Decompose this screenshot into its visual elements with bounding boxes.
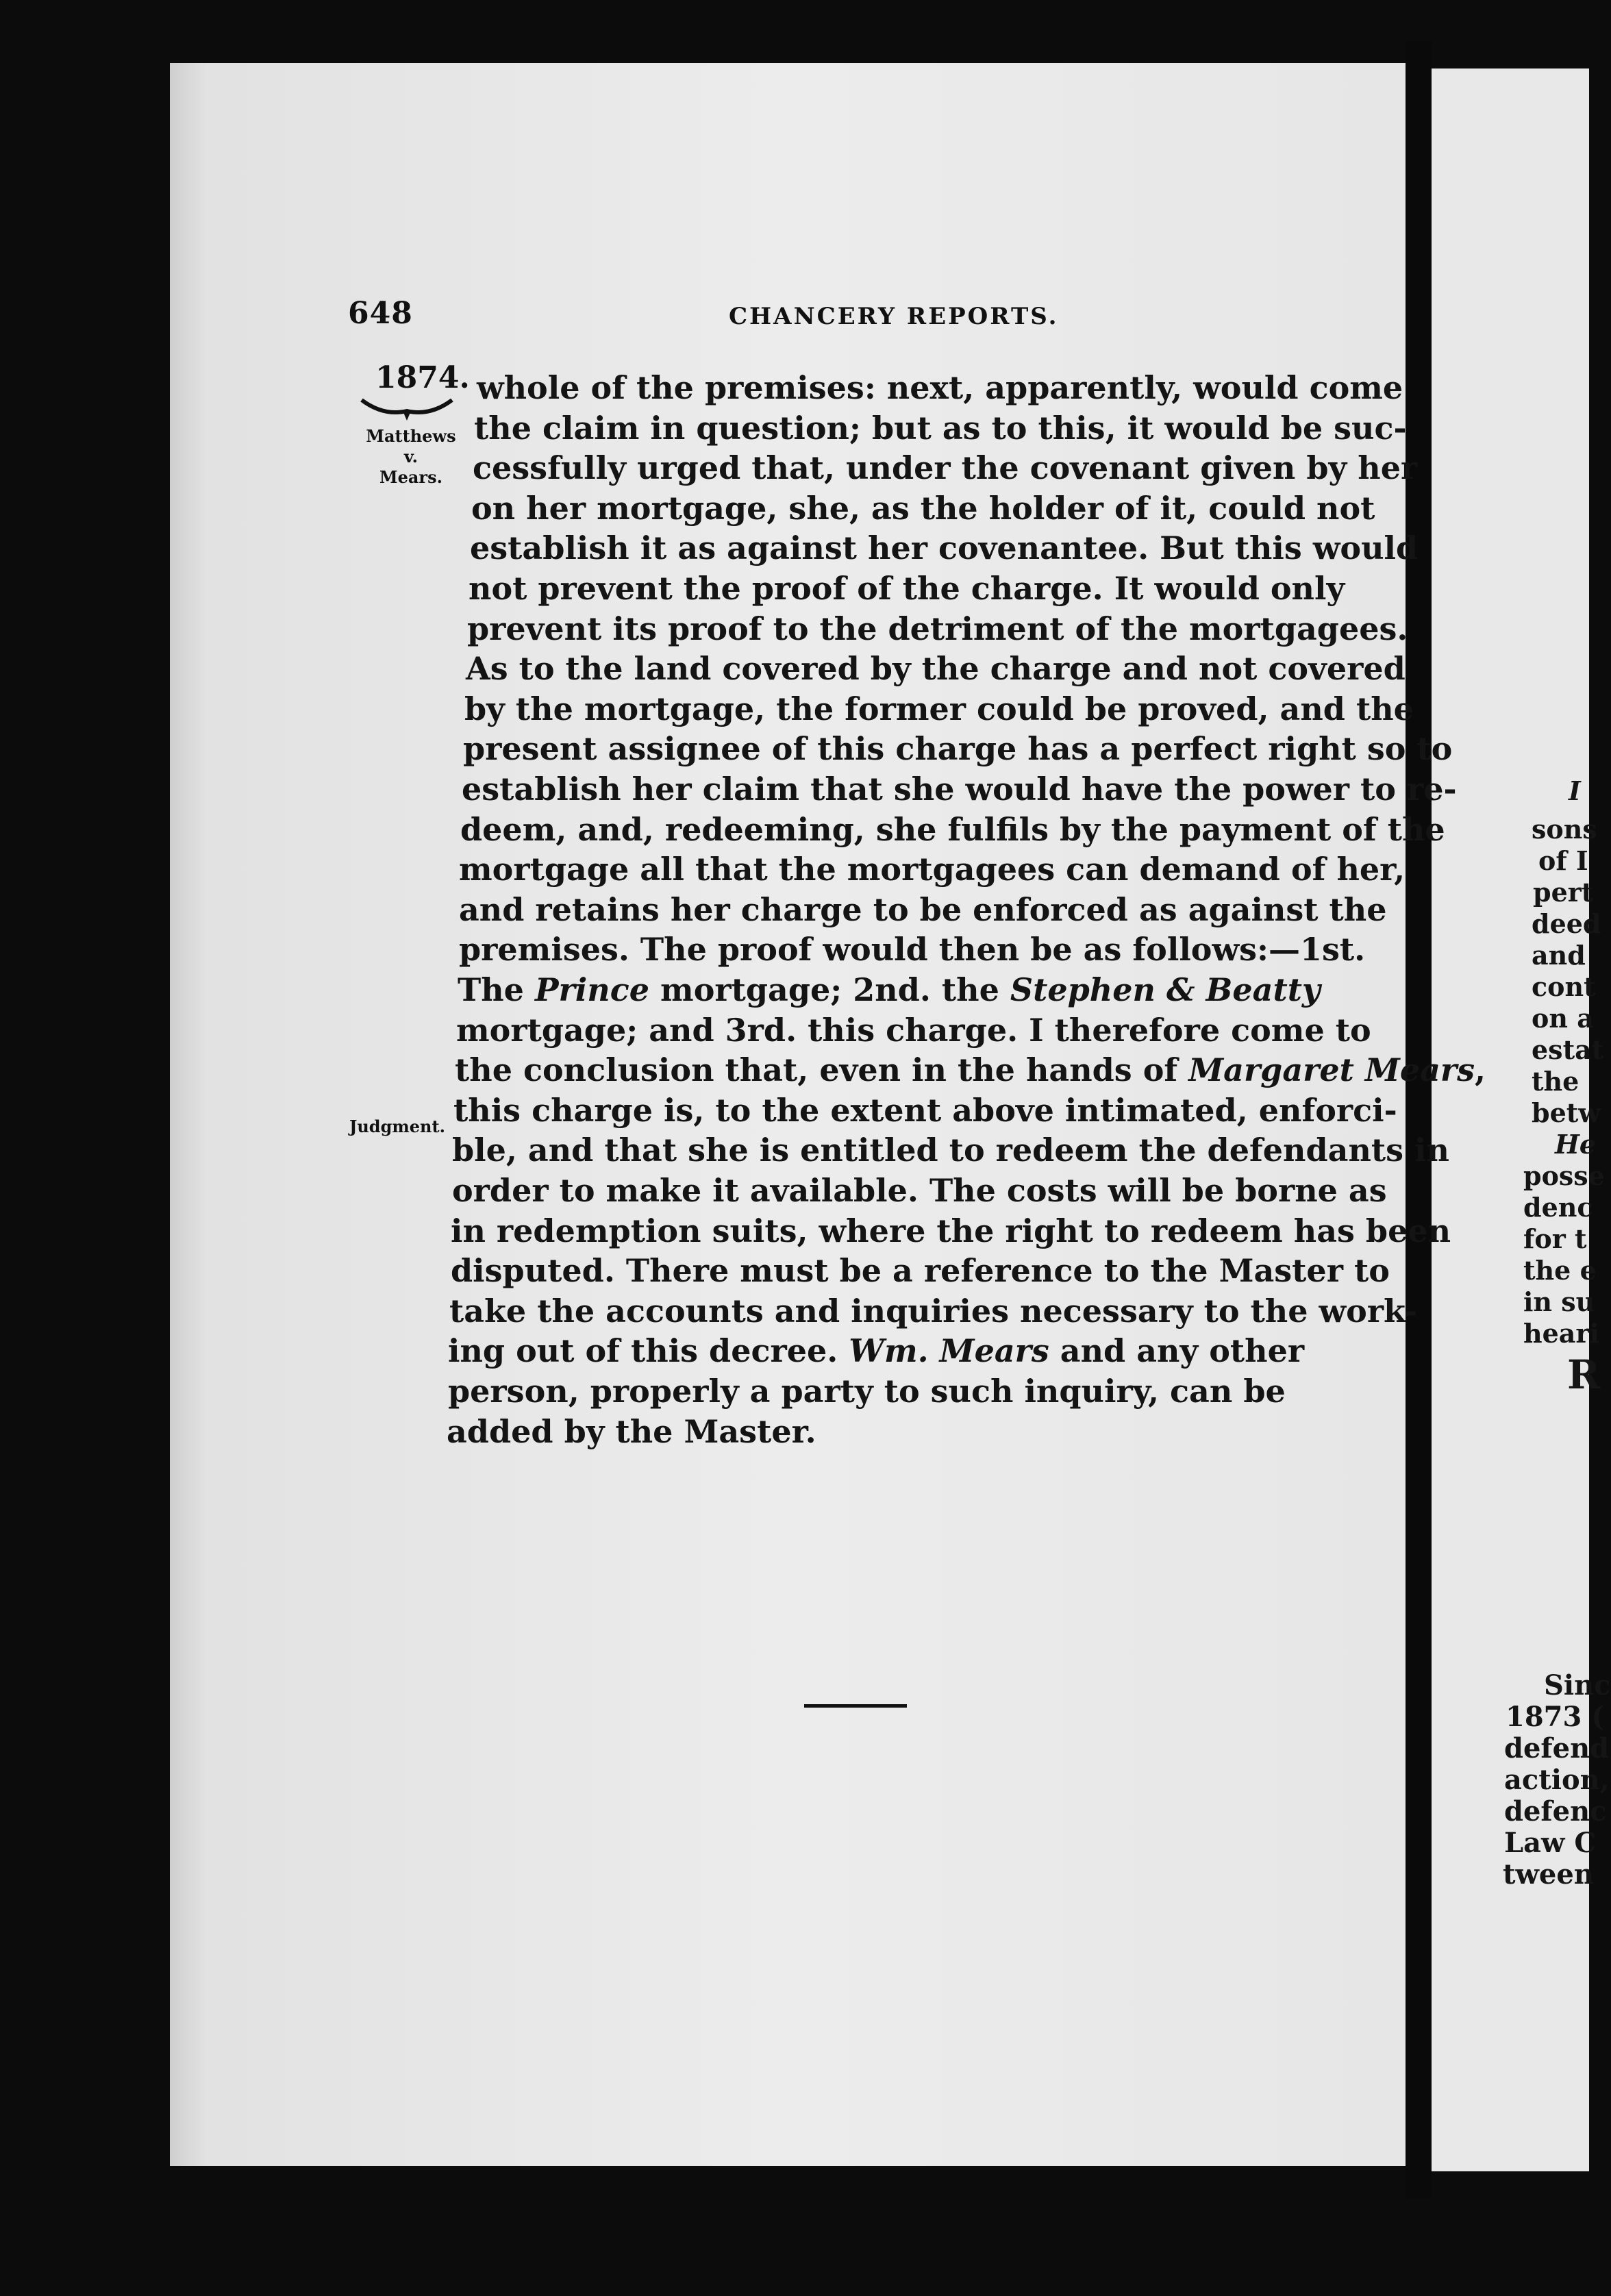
text-line: ing out of this decree. Wm. Mears and any other: [448, 1332, 1305, 1370]
page-number: 648: [348, 296, 413, 331]
facing-page-fragment: and: [1532, 940, 1586, 971]
text-line: ble, and that she is entitled to redeem the defendants in: [452, 1132, 1449, 1169]
facing-page-fragment: cont: [1532, 971, 1596, 1002]
facing-page-fragment: denc: [1523, 1192, 1593, 1223]
facing-page-fragment: defend: [1504, 1732, 1610, 1764]
text-line: this charge is, to the extent above intimated, enforci-: [453, 1091, 1397, 1129]
case-versus: v.: [404, 447, 418, 466]
facing-page-fragment: in su: [1523, 1286, 1595, 1317]
text-line: The Prince mortgage; 2nd. the Stephen & Beatty: [458, 971, 1321, 1008]
text-line: cessfully urged that, under the covenant given by her: [473, 449, 1418, 487]
text-line: establish it as against her covenantee. But this would: [470, 529, 1419, 567]
text-line: mortgage; and 3rd. this charge. I therefore come to: [456, 1011, 1371, 1049]
case-party-2: Mears.: [379, 467, 442, 487]
facing-page-fragment: R: [1567, 1351, 1601, 1398]
text-line: present assignee of this charge has a perfect right so to: [463, 730, 1453, 768]
text-line: the claim in question; but as to this, it would be suc-: [474, 409, 1407, 447]
facing-page-fragment: the e: [1523, 1255, 1597, 1286]
text-line: on her mortgage, she, as the holder of it, could not: [471, 489, 1375, 527]
facing-page-fragment: Law C: [1504, 1827, 1597, 1859]
text-line: take the accounts and inquiries necessary to the work-: [449, 1292, 1418, 1330]
text-line: disputed. There must be a reference to the Master to: [451, 1252, 1390, 1290]
text-line: deem, and, redeeming, she fulfils by the payment of the: [460, 810, 1445, 848]
facing-page-fragment: sons: [1532, 814, 1597, 845]
facing-page-fragment: heari: [1523, 1318, 1599, 1349]
facing-page-fragment: deed: [1532, 908, 1601, 939]
text-line: mortgage all that the mortgagees can demand of her,: [459, 851, 1406, 888]
facing-page-fragment: I: [1569, 775, 1581, 806]
text-line: by the mortgage, the former could be proved, and the: [464, 690, 1414, 727]
text-line: premises. The proof would then be as follows:—1st.: [459, 931, 1366, 969]
facing-page-fragment: of I: [1538, 845, 1588, 876]
facing-page-fragment: posse: [1523, 1160, 1605, 1191]
running-title: CHANCERY REPORTS.: [729, 303, 1059, 330]
text-line: and retains her charge to be enforced as against the: [459, 890, 1387, 928]
text-line: order to make it available. The costs will be borne as: [452, 1172, 1387, 1209]
facing-page-fragment: Sinc: [1544, 1669, 1611, 1701]
facing-page-fragment: pert: [1533, 877, 1594, 908]
text-line: As to the land covered by the charge and not covered: [466, 650, 1406, 688]
facing-page-fragment: tween: [1503, 1858, 1594, 1891]
facing-page-fragment: for t: [1523, 1223, 1587, 1254]
text-line: in redemption suits, where the right to redeem has been: [451, 1212, 1451, 1249]
facing-page-fragment: on a: [1532, 1003, 1594, 1034]
text-line: establish her claim that she would have the power to re-: [462, 771, 1457, 808]
facing-page-fragment: He: [1555, 1129, 1597, 1160]
judgment-margin-note: Judgment.: [349, 1116, 445, 1136]
facing-page-fragment: 1873 (: [1506, 1701, 1605, 1733]
facing-page-fragment: defenc: [1504, 1795, 1607, 1827]
text-line: the conclusion that, even in the hands of Margaret Mears,: [455, 1051, 1486, 1089]
facing-page-fragment: betw: [1532, 1097, 1601, 1128]
end-rule: [804, 1704, 907, 1708]
text-line: added by the Master.: [447, 1412, 816, 1450]
text-line: person, properly a party to such inquiry, can be: [448, 1373, 1286, 1410]
facing-page-fragment: estat: [1532, 1034, 1604, 1065]
text-line: not prevent the proof of the charge. It would only: [469, 570, 1345, 607]
case-party-1: Matthews: [366, 426, 456, 446]
facing-page-fragment: the: [1532, 1066, 1579, 1097]
margin-year: 1874.: [375, 360, 470, 395]
text-line: whole of the premises: next, apparently, would come: [477, 369, 1403, 406]
text-line: prevent its proof to the detriment of the mortgagees.: [467, 610, 1408, 647]
facing-page-fragment: action,: [1504, 1764, 1610, 1796]
